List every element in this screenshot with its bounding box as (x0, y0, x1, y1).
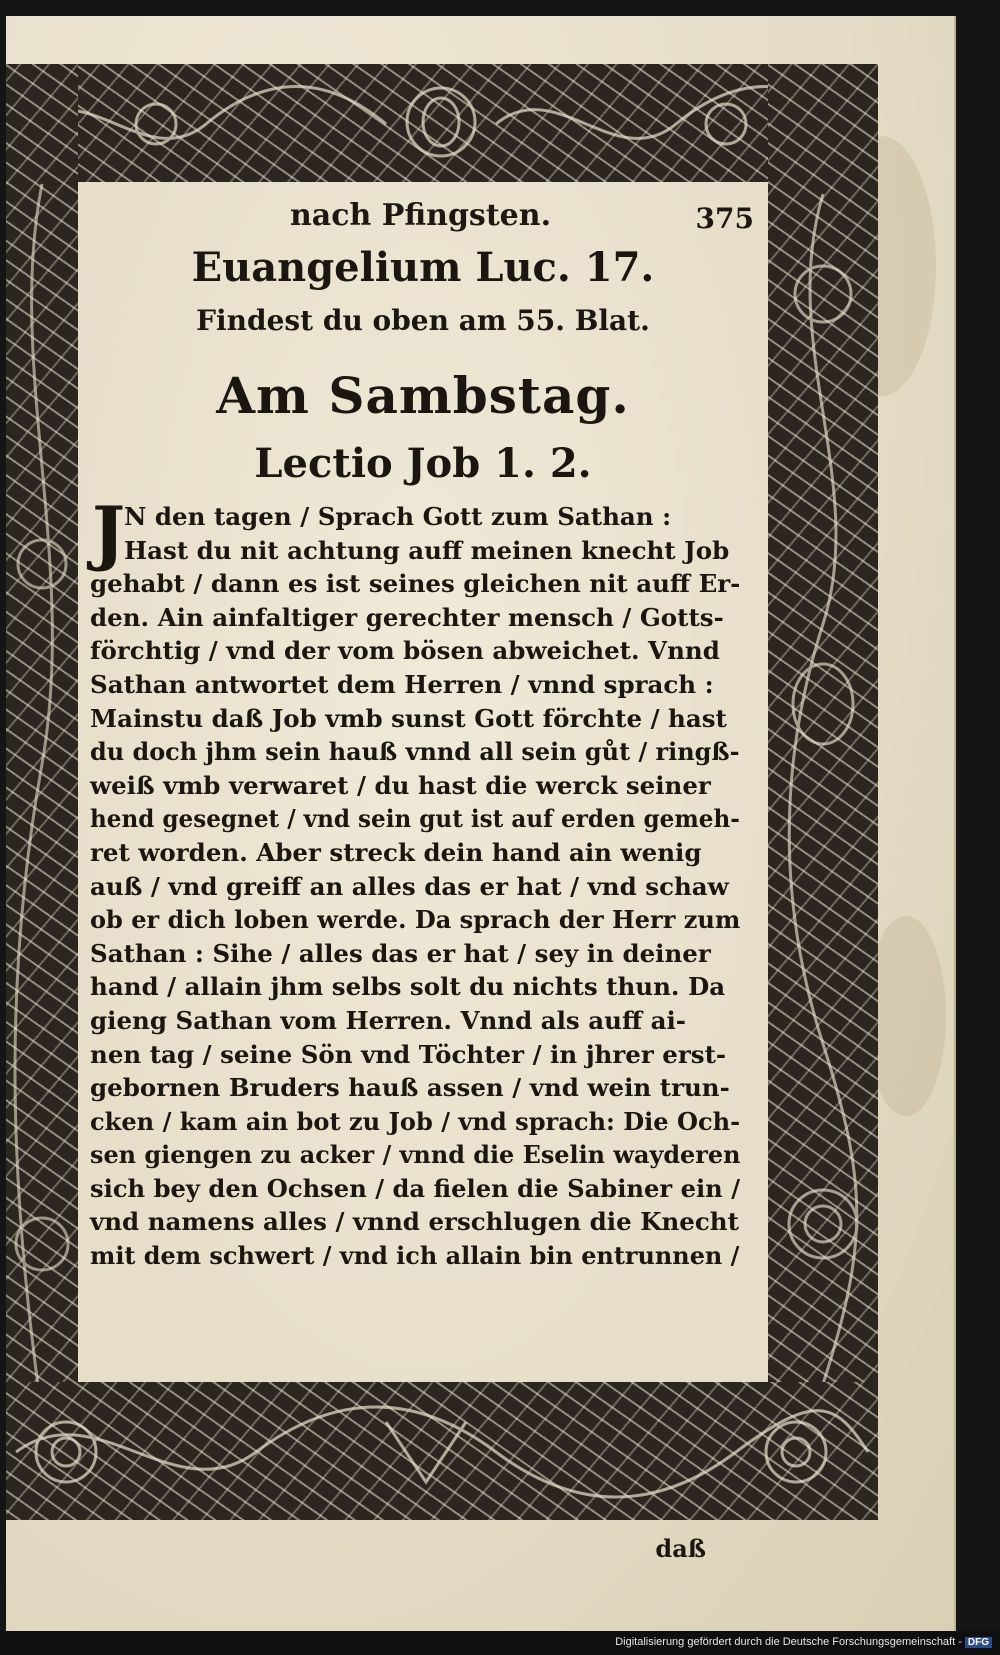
text-line: du doch jhm sein hauß vnnd all sein gůt / ringß- (90, 737, 740, 767)
lection-heading: Lectio Job 1. 2. (254, 440, 592, 487)
text-line: vnd namens alles / vnnd erschlugen die Knecht (90, 1207, 739, 1237)
text-line: mit dem schwert / vnd ich allain bin entrunnen / (90, 1241, 740, 1271)
footer-credit (615, 1636, 992, 1648)
gospel-heading: Euangelium Luc. 17. (191, 244, 655, 291)
footer-credit-text: Digitalisierung gefördert durch die Deutsche Forschungsgemeinschaft - (615, 1636, 962, 1648)
text-line: Mainstu daß Job vmb sunst Gott förchte / hast (90, 703, 727, 733)
text-line: ret worden. Aber streck dein hand ain wenig (90, 837, 702, 867)
text-line: gehabt / dann es ist seines gleichen nit auff Er- (90, 569, 741, 599)
text-line: hand / allain jhm selbs solt du nichts thun. Da (90, 972, 726, 1002)
catchword: daß (655, 1534, 706, 1563)
text-line: hend gesegnet / vnd sein gut ist auf erden gemeh- (90, 804, 740, 834)
text-line: Hast du nit achtung auff meinen knecht Job (124, 535, 730, 565)
woodcut-border-left (6, 64, 78, 1520)
woodcut-border-top (6, 64, 878, 182)
gospel-reference: Findest du oben am 55. Blat. (196, 304, 650, 337)
text-line: Sathan antwortet dem Herren / vnnd sprach : (90, 669, 714, 699)
text-line: N den tagen / Sprach Gott zum Sathan : (124, 502, 672, 531)
text-line: gieng Sathan vom Herren. Vnnd als auff ai- (90, 1005, 686, 1035)
text-line: Sathan : Sihe / alles das er hat / sey in deiner (90, 938, 711, 968)
text-line: sen giengen zu acker / vnnd die Eselin wayderen (90, 1140, 741, 1170)
page-number: 375 (695, 202, 754, 235)
paper-stain (866, 916, 946, 1116)
text-line: auß / vnd greiff an alles das er hat / vnd schaw (90, 871, 729, 901)
text-block (78, 182, 768, 1563)
day-heading: Am Sambstag. (216, 366, 630, 425)
text-line: gebornen Bruders hauß assen / vnd wein trun- (90, 1073, 730, 1103)
text-line: sich bey den Ochsen / da fielen die Sabiner ein / (90, 1173, 741, 1203)
body-text (90, 491, 741, 1273)
drop-initial: J (92, 491, 126, 574)
woodcut-border-right (768, 64, 878, 1520)
text-line: förchtig / vnd der vom bösen abweichet. Vnnd (90, 636, 720, 666)
text-line: den. Ain ainfaltiger gerechter mensch / Gotts- (90, 602, 724, 632)
running-head (78, 192, 768, 242)
woodcut-border-bottom (6, 1382, 878, 1520)
running-head-title: nach Pfingsten. (290, 198, 552, 233)
text-line: cken / kam ain bot zu Job / vnd sprach: Die Och- (90, 1106, 741, 1136)
text-line: ob er dich loben werde. Da sprach der Herr zum (90, 905, 741, 935)
dfg-logo: DFG (965, 1637, 992, 1648)
text-line: nen tag / seine Sön vnd Töchter / in jhrer erst- (90, 1039, 727, 1069)
text-line: weiß vmb verwaret / du hast die werck seiner (90, 770, 711, 800)
